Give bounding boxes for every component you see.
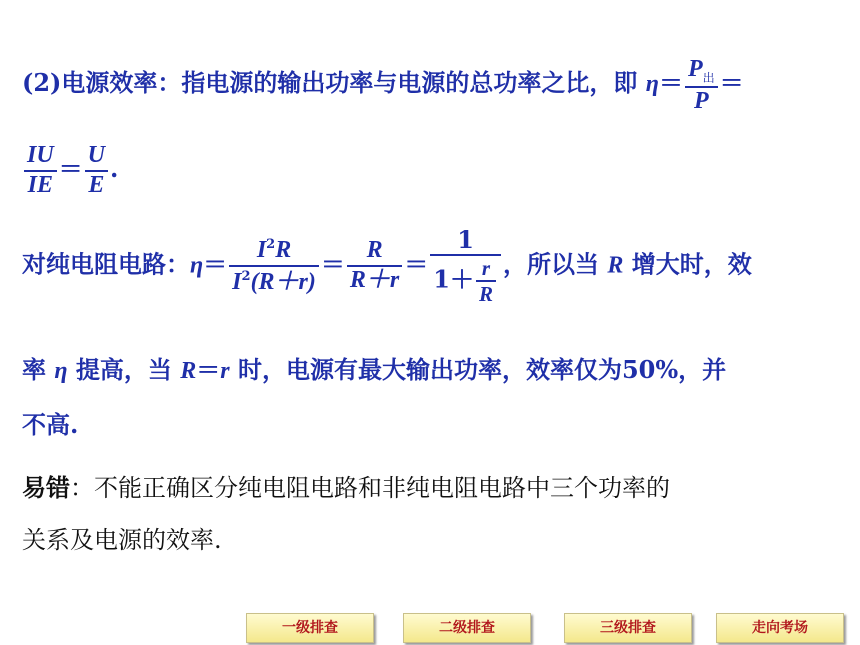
text-max-output: 时，电源有最大输出功率，效率仅为 [237, 355, 622, 384]
error-label: 易错 [22, 473, 70, 502]
level-one-check-button[interactable]: 一级排查 [246, 613, 374, 643]
r-plus-r-group: (R＋r) [250, 268, 316, 295]
fraction-pout-over-p [685, 54, 718, 115]
period: . [110, 154, 119, 184]
pure-resistor-label: 对纯电阻电路： [22, 249, 190, 279]
error-text-2: 关系及电源的效率. [22, 526, 222, 554]
efficiency-increase-line [22, 350, 726, 385]
i-symbol: I [256, 237, 267, 264]
iu-numerator: IU [24, 142, 57, 172]
percent-value: 50% [621, 355, 679, 384]
equals-sign: ＝ [404, 249, 429, 279]
text-not-high: 不高. [22, 410, 79, 439]
r-symbol: R [275, 237, 292, 264]
fraction-one-over-one-plus [430, 226, 501, 306]
efficiency-definition-line [22, 54, 744, 115]
i-symbol: I [232, 268, 242, 295]
small-r-symbol: r [220, 358, 230, 384]
equals-sign: ＝ [320, 249, 345, 279]
small-r: r [476, 256, 496, 282]
u-numerator: U [85, 142, 108, 172]
text-and: ，并 [678, 355, 727, 384]
one-plus: 1＋ [433, 264, 474, 294]
eta-symbol: η [190, 252, 204, 279]
ie-denominator: IE [27, 171, 54, 198]
fraction-iu-over-ie [24, 142, 57, 199]
pure-resistor-line [22, 226, 752, 306]
eta-symbol: η [645, 71, 659, 98]
equals-sign: ＝ [719, 68, 744, 98]
e-denominator: E [88, 171, 105, 198]
error-text-1: ：不能正确区分纯电阻电路和非纯电阻电路中三个功率的 [70, 474, 670, 502]
fraction-r-over-rr [347, 237, 402, 294]
equals-sign: ＝ [196, 355, 221, 384]
r-symbol: R [607, 252, 624, 279]
error-note-line1 [22, 468, 670, 503]
fraction-u-over-e [85, 142, 108, 199]
r-symbol: R [180, 358, 197, 384]
equals-sign: ＝ [203, 249, 228, 279]
go-to-exam-button[interactable]: 走向考场 [716, 613, 844, 643]
text-rate: 率 [22, 355, 46, 384]
text-increase-when: 提高，当 [75, 355, 172, 384]
r-plus-r-denominator: R＋r [349, 266, 400, 293]
error-note-line2 [22, 520, 222, 555]
big-r: R [478, 281, 493, 306]
one-numerator: 1 [430, 226, 501, 256]
equals-sign: ＝ [58, 154, 83, 184]
not-high-line [22, 405, 78, 440]
level-two-check-button[interactable]: 二级排查 [403, 613, 531, 643]
p-out-symbol: P [687, 56, 703, 82]
level-three-check-button[interactable]: 三级排查 [564, 613, 692, 643]
text-so-when: ，所以当 [502, 249, 599, 279]
text-increases: 增大时，效 [631, 249, 752, 279]
definition-text: 指电源的输出功率与电源的总功率之比，即 [181, 68, 638, 98]
eta-symbol: η [54, 358, 68, 384]
fraction-i2r-over-i2rr: $\frac{I^2R}{I^2(R+r)}$ [229, 235, 319, 296]
r-numerator: R [347, 237, 402, 267]
p-total-symbol: P [693, 87, 709, 114]
equals-sign: ＝ [658, 68, 683, 98]
out-subscript: 出 [702, 70, 715, 85]
ratio-line [22, 142, 118, 199]
section-label: (2)电源效率： [22, 68, 182, 98]
